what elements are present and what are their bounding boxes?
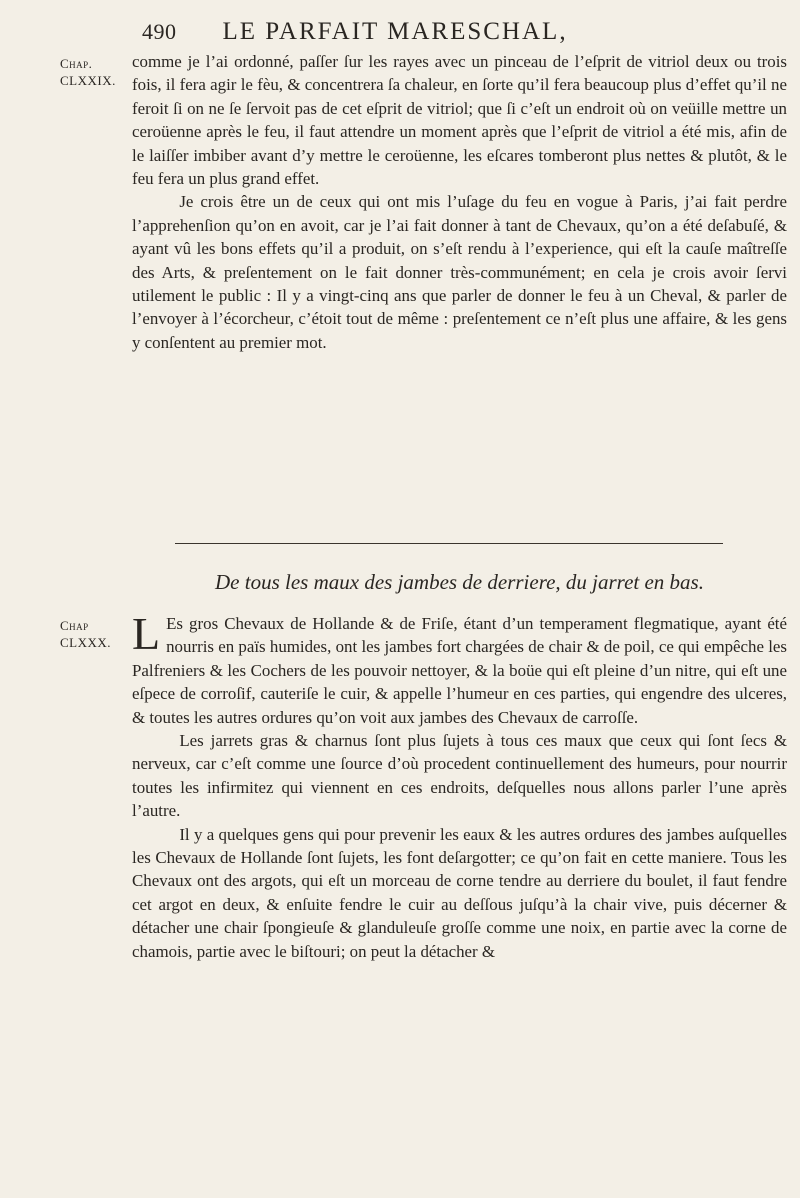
- paragraph: comme je l’ai ordonné, paſſer ſur les rayes avec un pinceau de l’eſprit de vitriol deux ou trois fois, il fera agir le fèu, & concentrera ſa chaleur, en ſorte qu’il fera beaucoup plus d’effet qu’il ne feroit ſi on ne ſe ſervoit pas de cet eſprit de vitriol; que ſi c’eſt un endroit où on veüille mettre un ceroüenne après le feu, il faut attendre un moment après que l’eſprit de vitriol a été mis, afin de le laiſſer imbiber avant d’y mettre le ceroüenne, les eſcares tomberont plus nettes & plutôt, & le feu fera un plus grand effet.: [132, 52, 787, 189]
- page-number: 490: [142, 19, 177, 44]
- margin-note-number: CLXXIX.: [60, 73, 116, 88]
- margin-note-chapter-180: [60, 617, 111, 651]
- section-divider: [175, 543, 723, 544]
- paragraph: Je crois être un de ceux qui ont mis l’uſage du feu en vogue à Paris, j’ai fait perdre l’apprehenſion qu’on en avoit, car je l’ai fait donner à tant de Chevaux, qu’on a été deſabuſé, & ayant vû les bons effets qu’il a produit, on s’eſt rendu à l’experience, qui eſt la cauſe maîtreſſe des Arts, & preſentement on le fait donner très-communément; en cela je crois avoir ſervi utilement le public : Il y a vingt-cinq ans que parler de donner le feu à un Cheval, & parler de l’envoyer à l’écorcheur, c’étoit tout de même : preſentement ce n’eſt plus une affaire, & les gens y conſentent au premier mot.: [132, 192, 787, 352]
- text-block-2: [132, 608, 787, 963]
- section-title: De tous les maux des jambes de derriere, du jarret en bas.: [215, 570, 704, 594]
- paragraph: [132, 608, 787, 729]
- margin-note-chapter-179: [60, 55, 116, 89]
- running-title: LE PARFAIT MARESCHAL,: [222, 18, 568, 45]
- margin-note-label: Chap.: [60, 56, 93, 71]
- text-block-1: [132, 50, 787, 354]
- margin-note-number: CLXXX.: [60, 635, 112, 650]
- paragraph-text: Es gros Chevaux de Hollande & de Friſe, étant d’un temperament flegmatique, ayant été nourris en païs humides, ont les jambes fort chargées de chair & de poil, ce qui empêche les Palfreniers & les Cochers de les pouvoir nettoyer, & la boüe qui eſt pleine d’un nitre, qui eſt une eſpece de corroſif, cauteriſe le cuir, & appelle l’humeur en ces parties, qui engendre des ulceres, & toutes les autres ordures qu’on voit aux jambes des Chevaux de carroſſe.: [132, 614, 787, 727]
- paragraph: Les jarrets gras & charnus ſont plus ſujets à tous ces maux que ceux qui ſont ſecs & nerveux, car c’eſt comme une ſource d’où procedent continuellement des humeurs, pour nourrir toutes les infirmitez qui viennent en ces endroits, deſquelles nous allons parler l’une après l’autre.: [132, 731, 787, 821]
- running-head: [142, 18, 780, 46]
- drop-cap: L: [132, 608, 161, 659]
- margin-note-label: Chap: [60, 618, 89, 633]
- paragraph: Il y a quelques gens qui pour prevenir les eaux & les autres ordures des jambes auſquelles les Chevaux de Hollande ſont ſujets, les font deſargotter; ce qu’on fait en cette maniere. Tous les Chevaux ont des argots, qui eſt un morceau de corne tendre au derriere du boulet, il faut fendre cet argot en deux, & enſuite fendre le cuir au deſſous juſqu’à la chair vive, puis décerner & détacher une chair ſpongieuſe & glanduleuſe groſſe comme une noix, en partie avec la corne de chamois, partie avec le biſtouri; on peut la détacher &: [132, 824, 787, 961]
